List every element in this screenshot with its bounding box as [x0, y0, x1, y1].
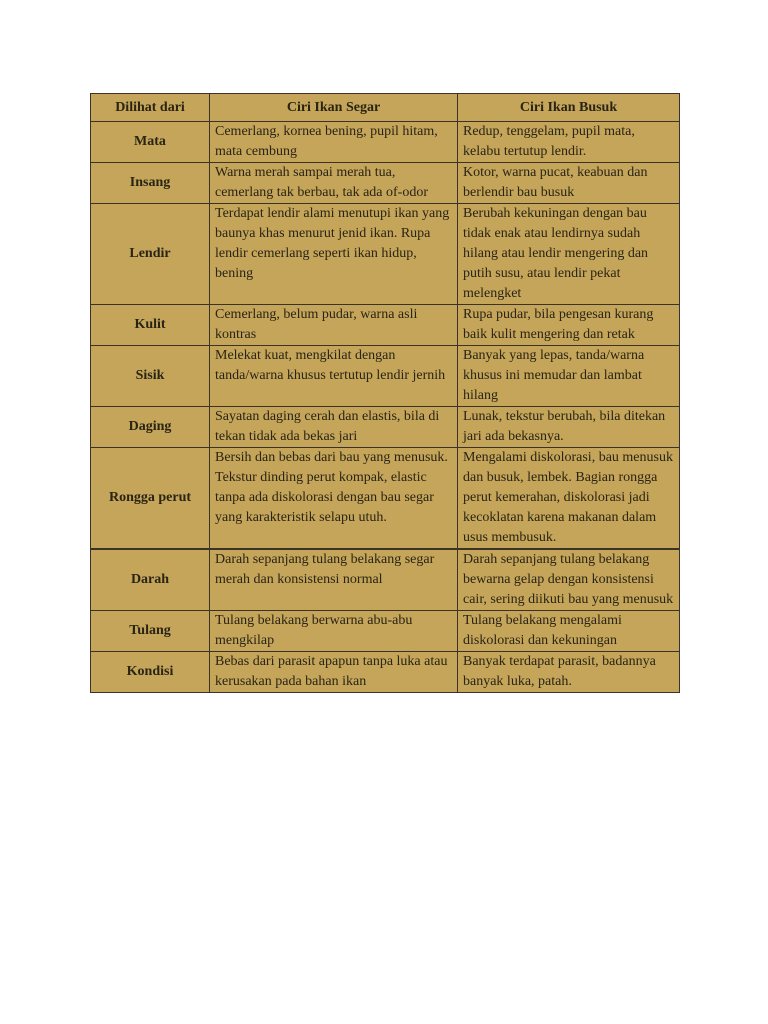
fish-freshness-table: [90, 93, 680, 693]
row-label-insang: Insang: [91, 163, 210, 204]
cell-segar: Tulang belakang berwarna abu-abu mengkilap: [210, 611, 458, 652]
table-row: [91, 448, 680, 550]
row-label-tulang: Tulang: [91, 611, 210, 652]
cell-segar: Darah sepanjang tulang belakang segar merah dan konsistensi normal: [210, 549, 458, 611]
cell-segar: Melekat kuat, mengkilat dengan tanda/warna khusus tertutup lendir jernih: [210, 346, 458, 407]
cell-segar: Bebas dari parasit apapun tanpa luka atau kerusakan pada bahan ikan: [210, 652, 458, 693]
row-label-sisik: Sisik: [91, 346, 210, 407]
cell-busuk: Banyak yang lepas, tanda/warna khusus ini memudar dan lambat hilang: [458, 346, 680, 407]
row-label-darah: Darah: [91, 549, 210, 611]
table-row: [91, 652, 680, 693]
header-dilihat-dari: Dilihat dari: [91, 94, 210, 122]
cell-busuk: Darah sepanjang tulang belakang bewarna gelap dengan konsistensi cair, sering diikuti bau yang menusuk: [458, 549, 680, 611]
cell-segar: Warna merah sampai merah tua, cemerlang tak berbau, tak ada of-odor: [210, 163, 458, 204]
row-label-rongga-perut: Rongga perut: [91, 448, 210, 550]
table-row: [91, 346, 680, 407]
table-row: [91, 407, 680, 448]
cell-busuk: Tulang belakang mengalami diskolorasi dan kekuningan: [458, 611, 680, 652]
cell-busuk: Lunak, tekstur berubah, bila ditekan jari ada bekasnya.: [458, 407, 680, 448]
table-row: [91, 204, 680, 305]
table-row: [91, 122, 680, 163]
cell-segar: Sayatan daging cerah dan elastis, bila di tekan tidak ada bekas jari: [210, 407, 458, 448]
cell-segar: Cemerlang, belum pudar, warna asli kontras: [210, 305, 458, 346]
cell-busuk: Redup, tenggelam, pupil mata, kelabu tertutup lendir.: [458, 122, 680, 163]
table-row: [91, 163, 680, 204]
header-ciri-ikan-busuk: Ciri Ikan Busuk: [458, 94, 680, 122]
table-row: [91, 549, 680, 611]
table-header-row: [91, 94, 680, 122]
row-label-kondisi: Kondisi: [91, 652, 210, 693]
row-label-kulit: Kulit: [91, 305, 210, 346]
cell-segar: Cemerlang, kornea bening, pupil hitam, mata cembung: [210, 122, 458, 163]
row-label-daging: Daging: [91, 407, 210, 448]
cell-busuk: Kotor, warna pucat, keabuan dan berlendir bau busuk: [458, 163, 680, 204]
header-ciri-ikan-segar: Ciri Ikan Segar: [210, 94, 458, 122]
row-label-mata: Mata: [91, 122, 210, 163]
cell-busuk: Berubah kekuningan dengan bau tidak enak atau lendirnya sudah hilang atau lendir mengering dan putih susu, atau lendir pekat melengket: [458, 204, 680, 305]
cell-busuk: Mengalami diskolorasi, bau menusuk dan busuk, lembek. Bagian rongga perut kemerahan, diskolorasi jadi kecoklatan karena makanan dalam usus membusuk.: [458, 448, 680, 550]
table-row: [91, 305, 680, 346]
cell-busuk: Banyak terdapat parasit, badannya banyak luka, patah.: [458, 652, 680, 693]
table-row: [91, 611, 680, 652]
cell-segar: Terdapat lendir alami menutupi ikan yang baunya khas menurut jenid ikan. Rupa lendir cemerlang seperti ikan hidup, bening: [210, 204, 458, 305]
cell-segar: Bersih dan bebas dari bau yang menusuk. Tekstur dinding perut kompak, elastic tanpa ada diskolorasi dengan bau segar yang karakteristik selapu utuh.: [210, 448, 458, 550]
cell-busuk: Rupa pudar, bila pengesan kurang baik kulit mengering dan retak: [458, 305, 680, 346]
row-label-lendir: Lendir: [91, 204, 210, 305]
